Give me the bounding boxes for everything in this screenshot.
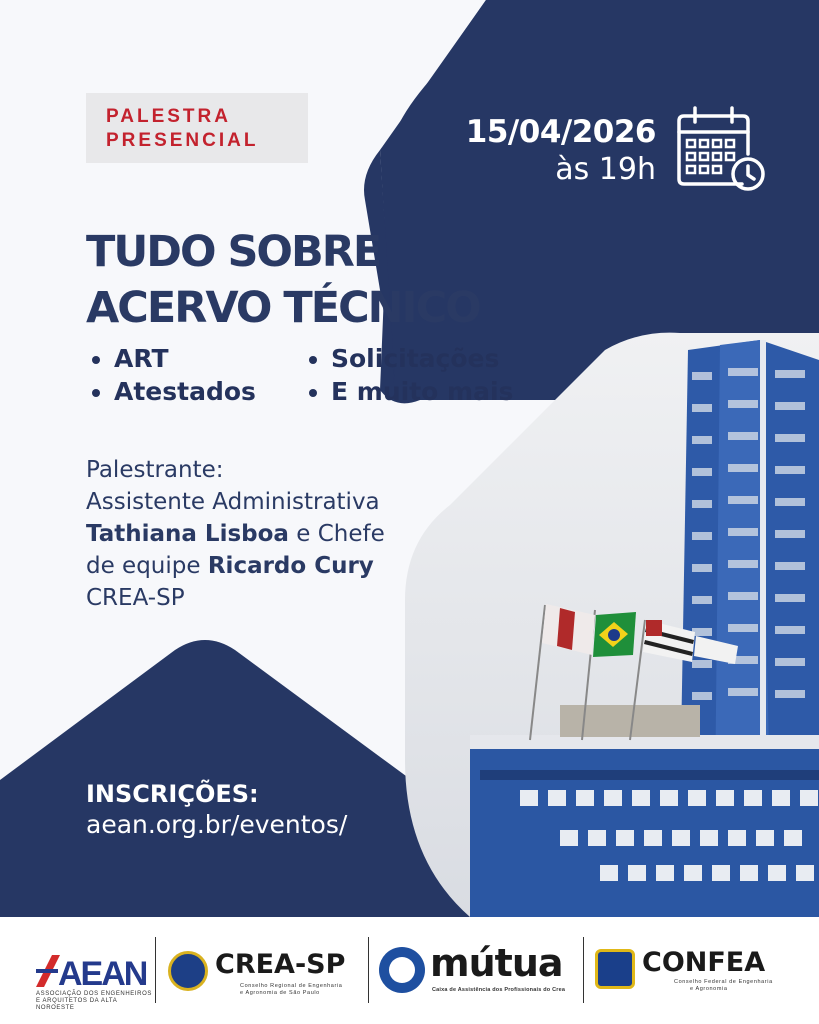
speaker-label: Palestrante: (86, 457, 224, 483)
bullet-icon (92, 389, 100, 397)
list-item: ART (92, 344, 169, 373)
confea-seal-icon (595, 949, 635, 989)
registration-heading: INSCRIÇÕES: (86, 780, 259, 808)
bullet-icon (92, 356, 100, 364)
speaker-line-4: de equipe Ricardo Cury (86, 553, 374, 579)
speaker-info (86, 454, 385, 614)
registration-block (86, 779, 347, 841)
list-item: E muito mais (309, 377, 513, 406)
title-line-1: TUDO SOBRE (86, 227, 381, 277)
speaker-org: CREA-SP (86, 585, 185, 611)
calendar-clock-icon (676, 104, 768, 196)
event-date: 15/04/2026 (465, 114, 656, 150)
title-line-2: ACERVO TÉCNICO (86, 283, 480, 333)
speaker-name-1: Tathiana Lisboa (86, 521, 289, 547)
bullet-icon (309, 389, 317, 397)
aean-logo: AEAN ASSOCIAÇÃO DOS ENGENHEIROS E ARQUITETOS DA ALTA NOROESTE (36, 955, 152, 1011)
divider (155, 937, 156, 1003)
list-item: Solicitações (309, 344, 499, 373)
list-item: Atestados (92, 377, 256, 406)
event-type-line-2: PRESENCIAL (106, 130, 259, 151)
event-type-line-1: PALESTRA (106, 106, 231, 127)
confea-logo: CONFEA Conselho Federal de Engenharia e Agronomia (590, 917, 819, 1024)
registration-link[interactable]: aean.org.br/eventos/ (86, 810, 348, 839)
sponsor-logos-bar (0, 917, 819, 1024)
event-type-tag (86, 93, 308, 163)
speaker-role-1: Assistente Administrativa (86, 489, 380, 515)
building-photo (400, 330, 819, 917)
event-time: às 19h (555, 152, 656, 187)
divider (368, 937, 369, 1003)
event-datetime (466, 112, 656, 188)
bullet-icon (309, 356, 317, 364)
mutua-logo: mútua Caixa de Assistência dos Profissionais do Crea (375, 917, 580, 1024)
crea-seal-icon (168, 951, 208, 991)
event-title (86, 224, 480, 336)
speaker-name-2: Ricardo Cury (207, 553, 374, 579)
crea-sp-logo: CREA-SP Conselho Regional de Engenharia e Agronomia de São Paulo (160, 917, 365, 1024)
speaker-line-3: Tathiana Lisboa e Chefe (86, 521, 385, 547)
divider (583, 937, 584, 1003)
